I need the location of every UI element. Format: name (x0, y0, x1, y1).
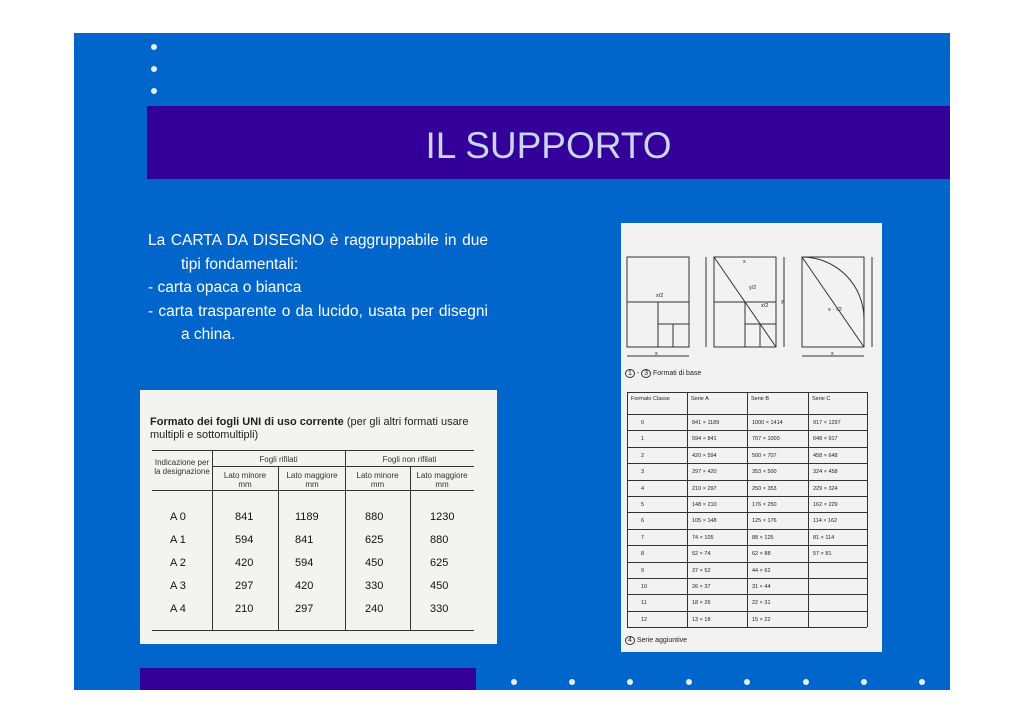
paper-formats-figure (621, 223, 882, 652)
series-cell: 114 × 162 (813, 518, 838, 525)
series-cell: 917 × 1297 (813, 420, 841, 426)
series-cell: 353 × 500 (752, 469, 777, 476)
series-col-header: Serie A (691, 396, 709, 402)
table-cell: 841 (235, 511, 254, 523)
table-cell: 450 (430, 580, 449, 592)
series-cell: 62 × 88 (752, 551, 771, 558)
table-cell: 1230 (430, 511, 455, 523)
table-cell: 594 (295, 557, 314, 569)
body-paragraph: La CARTA DA DISEGNO è raggruppabile in due tipi fondamentali: (148, 232, 488, 273)
col-header-designation: Indicazione per la designazione (154, 458, 210, 476)
series-cell: 44 × 62 (752, 567, 771, 574)
series-cell: 210 × 297 (692, 485, 717, 492)
series-class: 8 (641, 551, 645, 558)
table-cell: 420 (235, 557, 254, 569)
series-cell: 81 × 114 (813, 534, 835, 541)
label-x2: x/2 (656, 293, 664, 299)
series-cell: 52 × 74 (692, 551, 711, 558)
caption-bold: Formato dei fogli UNI di uso corrente (150, 416, 344, 428)
body-text (148, 229, 488, 347)
series-cell: 500 × 707 (752, 452, 777, 459)
table-cell: 625 (365, 534, 384, 546)
bullet-dot (744, 679, 750, 685)
series-cell: 15 × 22 (752, 616, 771, 623)
caption-rest: (per gli altri formati usare multipli e sottomultipli) (150, 416, 469, 441)
col-header-lato-maggiore: Lato maggiore mm (416, 471, 468, 489)
series-cell: 594 × 841 (692, 436, 717, 443)
series-cell: 162 × 229 (813, 502, 838, 508)
series-class: 10 (641, 584, 648, 590)
format-designation: A 1 (170, 534, 186, 546)
footer-bar (140, 668, 476, 690)
table-cell: 450 (365, 557, 384, 569)
series-cell: 13 × 18 (692, 616, 711, 623)
series-cell: 707 × 1000 (752, 436, 780, 443)
series-class: 0 (641, 420, 645, 426)
series-cell: 841 × 1189 (692, 420, 720, 426)
caption-serie-aggiuntive (625, 638, 687, 644)
col-header-lato-minore: Lato minore mm (356, 471, 399, 489)
bullet-dot (686, 679, 692, 685)
series-cell: 1000 × 1414 (752, 420, 783, 426)
series-class: 9 (641, 567, 645, 574)
circled-number: 3 (641, 369, 651, 378)
caption-formati-base: 1 - 3 Formati di base (625, 371, 701, 377)
bullet-dot (151, 44, 157, 50)
series-class: 3 (641, 469, 645, 476)
series-col-header: Formato Classe (631, 396, 670, 402)
series-class: 4 (641, 485, 645, 492)
label-x: x (831, 351, 834, 357)
label-y2: y/2 (749, 285, 757, 291)
header-fogli-non-rifilati: Fogli non rifilati (382, 455, 437, 464)
bullet-dot (861, 679, 867, 685)
format-designation: A 3 (170, 580, 186, 592)
slide-title: IL SUPPORTO (425, 125, 672, 166)
series-class: 5 (641, 502, 645, 508)
table-cell: 1189 (295, 511, 319, 523)
bullet-dot (511, 679, 517, 685)
table-cell: 420 (295, 580, 314, 592)
series-cell: 88 × 125 (752, 534, 774, 541)
table-cell: 330 (365, 580, 384, 592)
series-cell: 250 × 353 (752, 485, 777, 492)
series-cell: 458 × 648 (813, 452, 838, 459)
circled-number: 1 (625, 369, 635, 378)
table-cell: 841 (295, 534, 314, 546)
bullet-dot (919, 679, 925, 685)
series-cell: 26 × 37 (692, 584, 711, 590)
series-cell: 31 × 44 (752, 584, 771, 590)
series-cell: 648 × 917 (813, 436, 838, 443)
caption-text: Serie aggiuntive (636, 637, 688, 644)
uni-formats-table-image (140, 390, 497, 644)
col-header-lato-maggiore: Lato maggiore mm (286, 471, 338, 489)
series-class: 1 (641, 436, 645, 443)
format-designation: A 4 (170, 603, 186, 615)
series-cell: 297 × 420 (692, 469, 717, 476)
bullet-dot (627, 679, 633, 685)
header-fogli-rifilati: Fogli rifilati (259, 455, 298, 464)
format-designation: A 2 (170, 557, 186, 569)
series-cell: 57 × 81 (813, 551, 832, 558)
series-cell: 18 × 26 (692, 600, 711, 607)
bullet-dot (151, 66, 157, 72)
series-cell: 176 × 250 (752, 502, 777, 508)
series-class: 7 (641, 534, 645, 541)
bullet-dot (151, 88, 157, 94)
series-cell: 324 × 458 (813, 469, 838, 476)
label-x-sqrt2: x · √2 (828, 307, 842, 313)
bullet-dot (569, 679, 575, 685)
caption-text: Formati di base (653, 370, 702, 377)
series-class: 11 (641, 600, 647, 607)
series-cell: 420 × 594 (692, 452, 717, 459)
format-designation: A 0 (170, 511, 186, 523)
table-cell: 210 (235, 603, 254, 615)
body-paragraph: - carta trasparente o da lucido, usata per disegni a china. (148, 302, 488, 343)
table-cell: 880 (430, 534, 449, 546)
bullet-dot (803, 679, 809, 685)
body-paragraph: - carta opaca o bianca (148, 279, 302, 296)
series-col-header: Serie C (812, 396, 831, 402)
label-x: x (655, 351, 658, 357)
table-cell: 297 (235, 580, 254, 592)
series-cell: 125 × 176 (752, 518, 777, 525)
series-class: 12 (641, 616, 648, 623)
label-x: x (743, 259, 746, 265)
table-cell: 625 (430, 557, 449, 569)
series-cell: 148 × 210 (692, 502, 717, 508)
series-class: 2 (641, 452, 645, 459)
series-class: 6 (641, 518, 645, 525)
series-col-header: Serie B (751, 396, 770, 402)
series-cell: 229 × 324 (813, 485, 838, 492)
series-cell: 37 × 52 (692, 567, 711, 574)
table-caption (150, 416, 497, 442)
series-cell: 105 × 148 (692, 518, 717, 525)
table-cell: 240 (365, 603, 384, 615)
series-cell: 74 × 105 (692, 534, 714, 541)
label-x2: x/2 (761, 303, 769, 309)
series-cell: 22 × 31 (752, 600, 771, 607)
col-header-lato-minore: Lato minore mm (223, 471, 267, 489)
label-y: y (781, 299, 784, 305)
table-cell: 594 (235, 534, 254, 546)
circled-number: 4 (625, 636, 635, 645)
table-cell: 880 (365, 511, 384, 523)
table-cell: 297 (295, 603, 314, 615)
table-cell: 330 (430, 603, 449, 615)
